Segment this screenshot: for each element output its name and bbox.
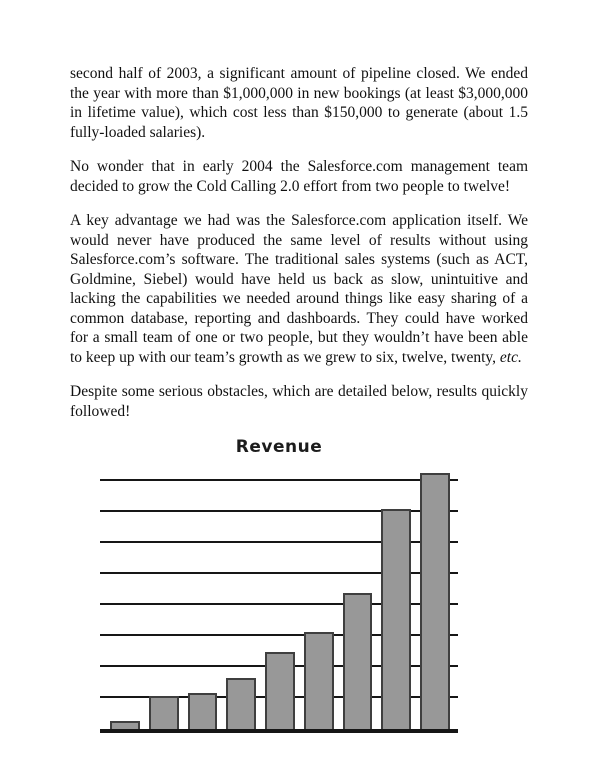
chart-title: Revenue	[235, 437, 323, 458]
bar-3	[188, 693, 218, 729]
bar-4	[226, 678, 256, 729]
bar-7	[343, 593, 373, 729]
bar-1	[110, 721, 140, 729]
bar-2	[149, 696, 179, 729]
bar-8	[381, 509, 411, 729]
revenue-bar-chart	[100, 437, 458, 733]
chart-plot	[100, 467, 458, 733]
paragraph-1-text: second half of 2003, a significant amount of pipeline closed. We ended the year with more than $1,000,000 in new bookings (at least $3,000,000 in lifetime value), which cost less than $150,000 to generate (about 1.5 fully-loaded salaries).	[70, 65, 528, 141]
paragraph-3-italic: etc.	[499, 348, 522, 366]
paragraph-4-text: Despite some serious obstacles, which are detailed below, results quickly followed!	[70, 383, 528, 420]
chart-bars	[100, 467, 458, 729]
bar-6	[304, 632, 334, 729]
paragraph-1	[70, 64, 528, 142]
paragraph-3	[70, 211, 528, 367]
bar-9	[420, 473, 450, 729]
paragraph-4	[70, 382, 528, 421]
paragraph-2-text: No wonder that in early 2004 the Salesforce.com management team decided to grow the Cold Calling 2.0 effort from two people to twelve!	[70, 158, 528, 195]
paragraph-3-text: A key advantage we had was the Salesforce.com application itself. We would never have produced the same level of results without using Salesforce.com’s software. The traditional sales systems (such as ACT, Goldmine, Siebel) would have held us back as slow, unintuitive and lacking the capabilities we needed around things like easy sharing of a common database, reporting and dashboards. They could have worked for a small team of one or two people, but they wouldn’t have been able to keep up with our team’s growth as we grew to six, twelve, twenty,	[70, 212, 528, 366]
paragraph-2	[70, 157, 528, 196]
bar-5	[265, 652, 295, 729]
